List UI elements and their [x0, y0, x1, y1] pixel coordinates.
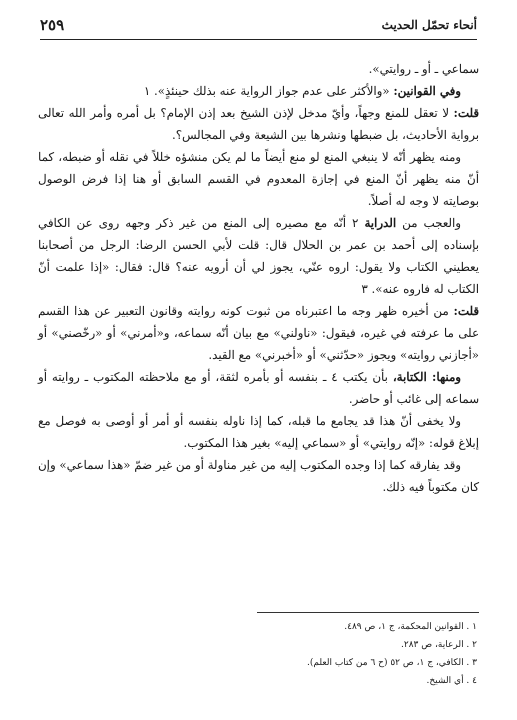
paragraph: ومنه يظهر أنّه لا ينبغي المنع لو منع أيضاً ما لم يكن منشؤه خللاً في نقله أو ضبطه، كما أنّ منه يظهر أنّ المنع في إجازة المعدوم في القسم السابق أو هنا إذا فرض الوصول بوصايته لا وجه له أصلاً.: [38, 150, 479, 208]
paragraph-label: ومنها: الكتابة،: [392, 370, 462, 384]
paragraph-label: وفي القوانين:: [393, 84, 461, 98]
footnote: ٣ . الكافي، ج ١، ص ٥٢ (ح ٦ من كتاب العلم).: [307, 658, 477, 668]
page-number: ٢٥٩: [40, 16, 65, 34]
footnote: ٢ . الرعاية، ص ٢٨٣.: [401, 640, 477, 650]
paragraph-text: من أخيره ظهر وجه ما اعتبرناه من ثبوت كونه روايته وقانون التعبير عن هذا القسم على ما عرفته في غيره، فيقول: «ناولني» مع بيان أنّه سماعه، و«أمرني» أو «رخّصني» أو «أجازني روايته» ويجوز «حدّثني» أو «أخبرني» مع القيد.: [38, 304, 479, 362]
paragraph: [38, 300, 479, 366]
footnotes: [40, 618, 477, 690]
paragraph: [38, 102, 479, 146]
running-header: [40, 16, 477, 38]
paragraph-lead: والعجب من: [396, 216, 461, 230]
paragraph: ولا يخفى أنّ هذا قد يجامع ما قبله، كما إذا ناوله بنفسه أو أمر أو أوصى به فوصل مع إبلاغ قوله: «إنّه روايتي» أو «سماعي إليه» بغير هذا المكتوب.: [38, 414, 479, 450]
paragraph-label: قلت:: [453, 106, 479, 120]
footnote: ١ . القوانين المحكمة، ج ١، ص ٤٨٩.: [344, 622, 477, 632]
paragraph: [38, 80, 479, 102]
paragraph-text: «والأكثر على عدم جواز الرواية عنه بذلك حينئذٍ». ١: [143, 84, 394, 98]
paragraph: [38, 366, 479, 410]
footnote-rule: [257, 612, 479, 613]
paragraph-text: لا تعقل للمنع وجهاً، وأيّ مدخل لإذن الشيخ بعد إذن الإمام؟ بل أمره وأمر الله تعالى برواية الأحاديث، بل ضبطها ونشرها بين الشيعة وفي المجالس؟.: [38, 106, 479, 142]
header-rule: [40, 39, 477, 40]
paragraph: وقد يفارقه كما إذا وجده المكتوب إليه من غير مناولة أو من غير ضمّ «هذا سماعي» وإن كان مكتوباً فيه ذلك.: [38, 458, 479, 494]
paragraph-text: ٢ أنّه مع مصيره إلى المنع من غير ذكر وجهه روى عن الكافي بإسناده إلى أحمد بن عمر بن الحلال قال: قلت لأبي الحسن الرضا: الرجل من أصحابنا يعطيني الكتاب ولا يقول: اروه عنّي، يجوز لي أن أرويه عنه؟ قال: فقال: «إذا علمت أنّ الكتاب له فاروه عنه». ٣: [38, 216, 479, 296]
main-text: [38, 58, 479, 498]
footnote: ٤ . أي الشيخ.: [426, 676, 477, 686]
paragraph-label: قلت:: [453, 304, 479, 318]
paragraph: [38, 212, 479, 300]
running-title: أنحاء تحمّل الحديث: [381, 18, 477, 32]
paragraph-text: بأن يكتب ٤ ـ بنفسه أو بأمره لثقة، أو مع ملاحظته المكتوب ـ روايته أو سماعه إلى غائب أو حاضر.: [38, 370, 479, 406]
paragraph: سماعي ـ أو ـ روايتي».: [368, 62, 479, 76]
paragraph-label: الدراية: [364, 216, 397, 230]
